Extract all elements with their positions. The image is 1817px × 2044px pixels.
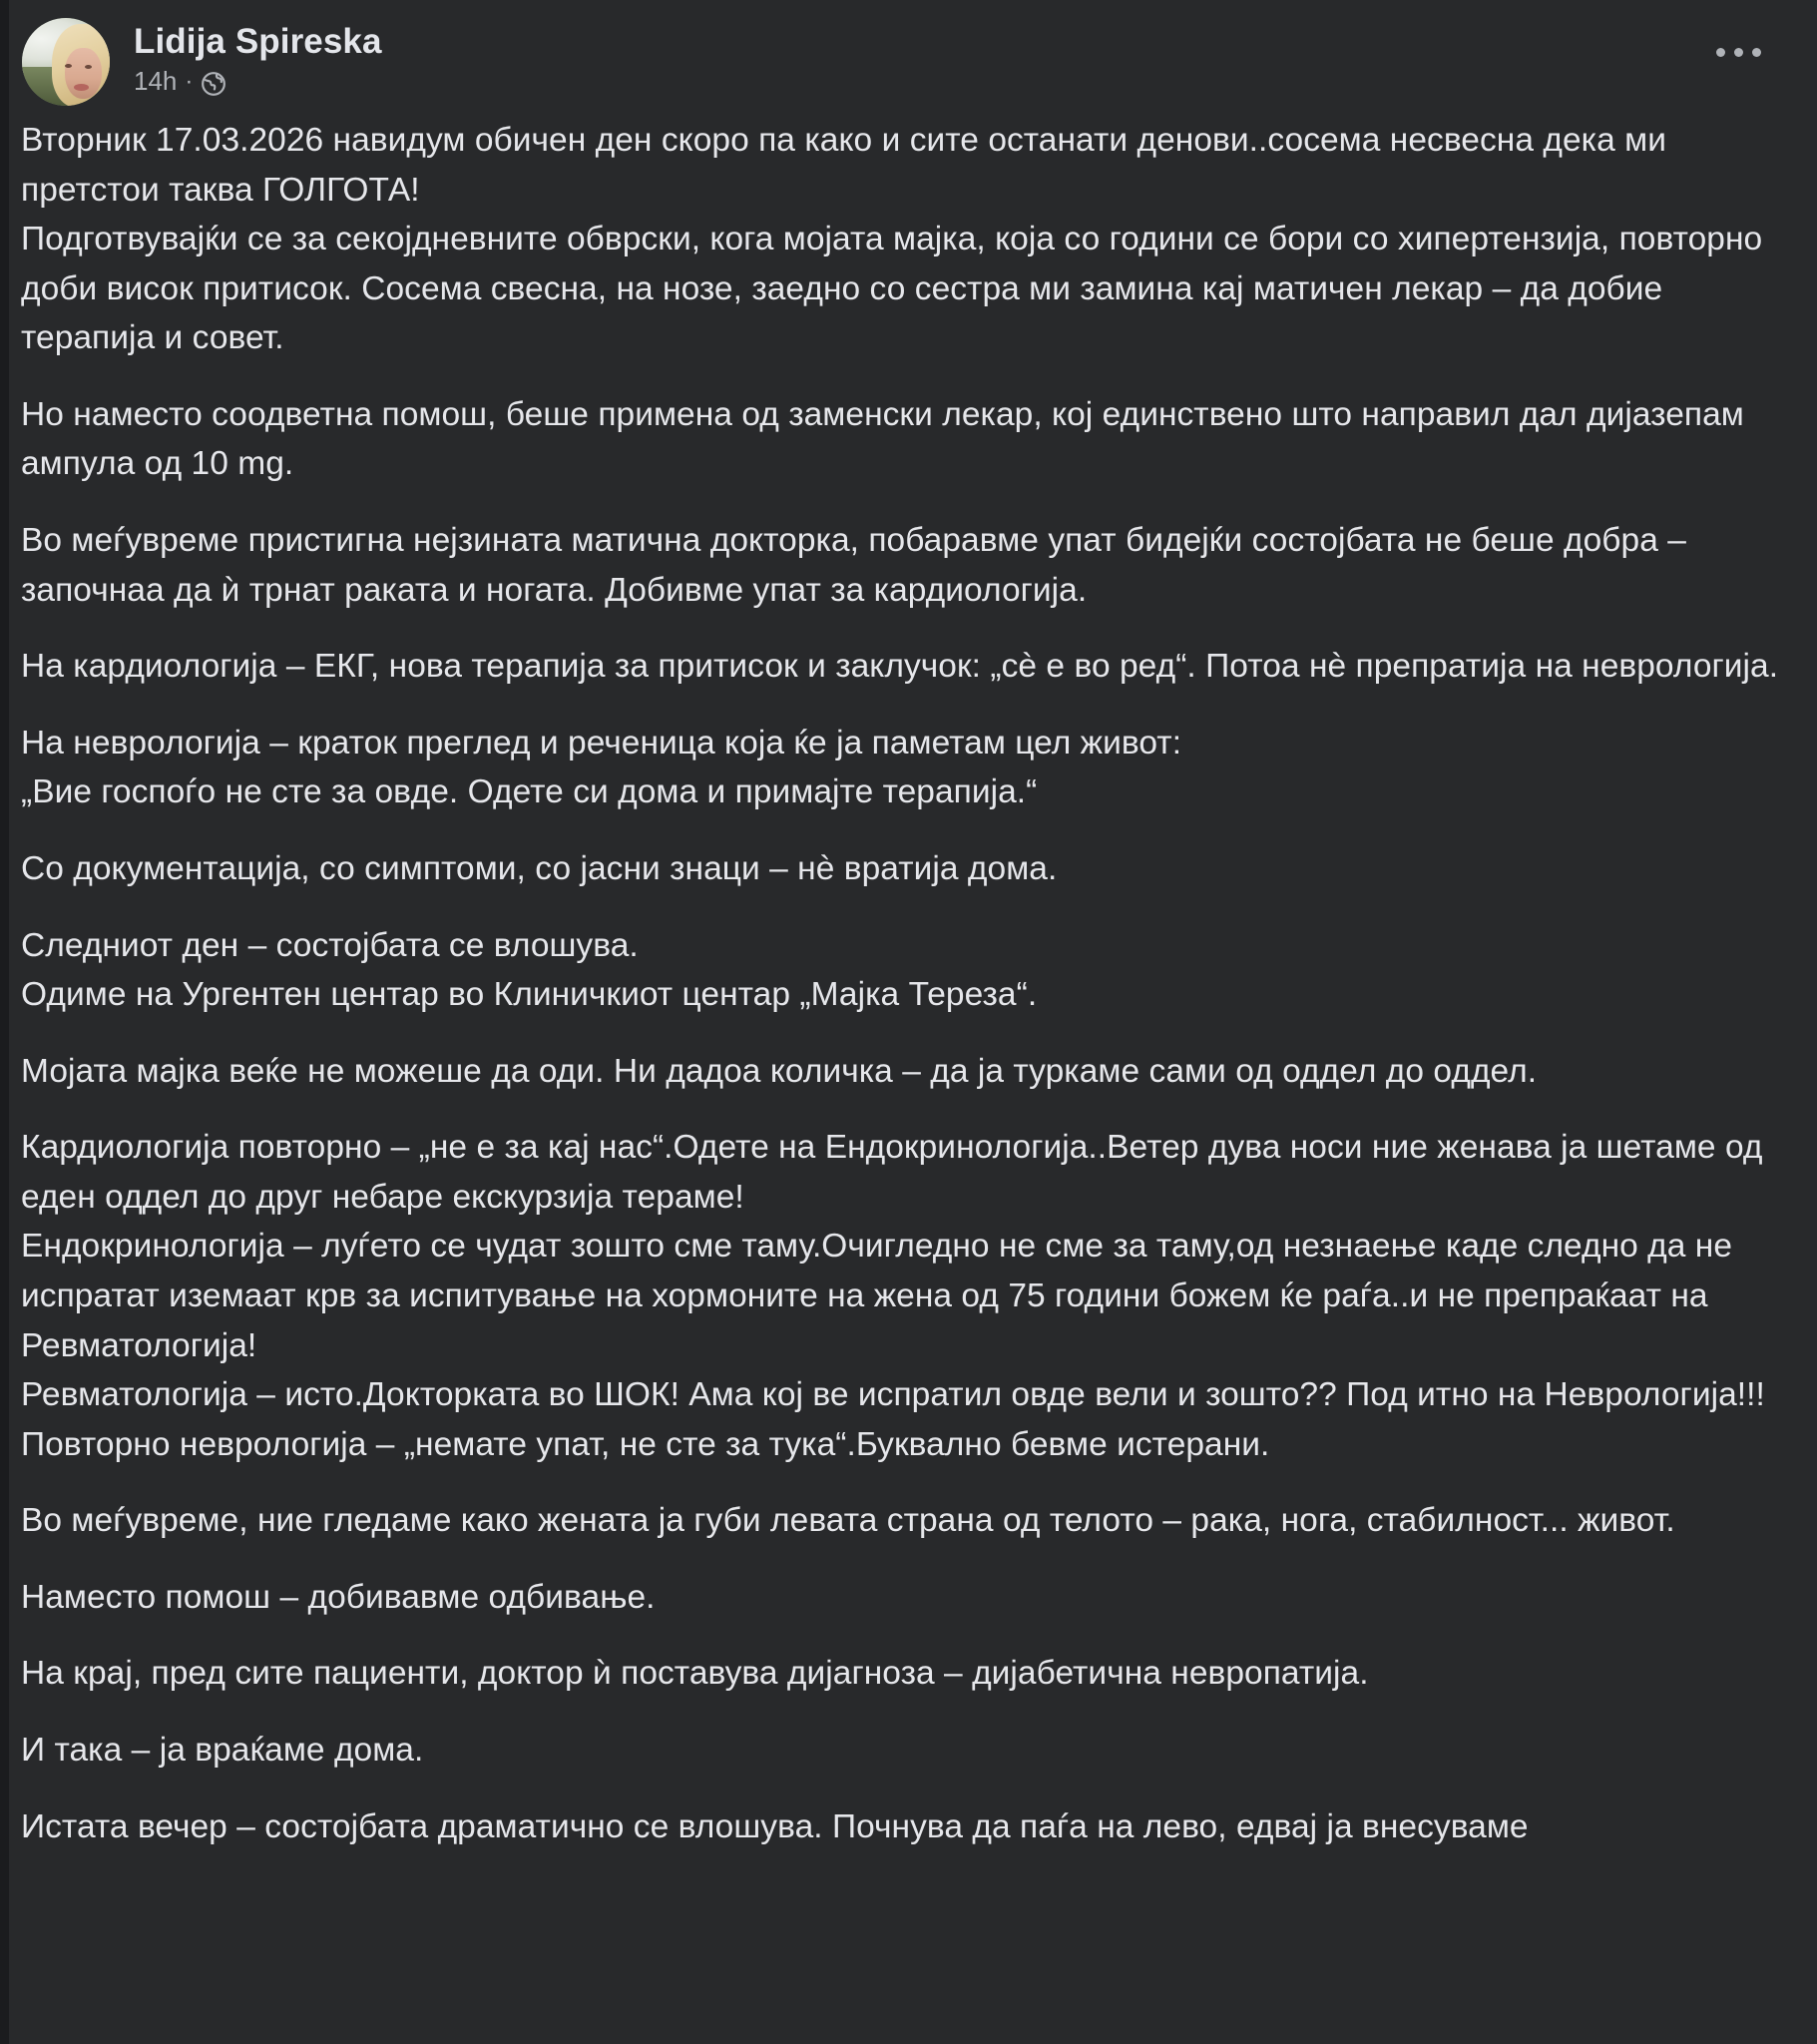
post-paragraph: Истата вечер – состојбата драматично се влошува. Почнува да паѓа на лево, едвај ја внесуваме — [21, 1807, 1529, 1845]
post-paragraph: Во меѓувреме, ние гледаме како жената ја губи левата страна од телото – рака, нога, стабилност... живот. — [21, 1502, 1675, 1540]
avatar-lips — [74, 84, 89, 91]
globe-icon[interactable] — [201, 71, 227, 97]
avatar-eye-left — [65, 64, 72, 68]
avatar[interactable] — [22, 18, 110, 106]
post-paragraph: Но наместо соодветна помош, беше примена од заменски лекар, кој единствено што направил дал дијазепам ампула од 10 mg. — [21, 395, 1754, 483]
post-paragraph: И така – ја враќаме дома. — [21, 1732, 424, 1770]
post-message-body — [9, 108, 1817, 1851]
post-paragraph: Мојата мајка веќе не можеше да оди. Ни дадоа количка – да ја туркаме сами од оддел до оддел. — [21, 1052, 1538, 1090]
ellipsis-dot — [1716, 48, 1725, 57]
post-timestamp[interactable]: 14h — [134, 66, 178, 97]
ellipsis-dot — [1734, 48, 1743, 57]
post-meta — [134, 67, 382, 97]
post-header-text — [134, 18, 382, 97]
avatar-eye-right — [85, 65, 92, 69]
post-paragraph: Во меѓувреме пристигна нејзината матична докторка, побаравме упат бидејќи состојбата не беше добра – започнаа да ѝ трнат раката и ногата. Добивме упат за кардиологија. — [21, 522, 1696, 609]
avatar-face — [65, 48, 102, 99]
meta-separator: · — [185, 68, 194, 96]
post-paragraph: На неврологија – краток преглед и реченица која ќе ја паметам цел живот: „Вие госпоѓо не сте за овде. Одете си дома и примајте терапија.“ — [21, 724, 1182, 811]
post-paragraph: Кардиологија повторно – „не е за кај нас“.Одете на Ендокринологија..Ветер дува носи ние женава ја шетаме од еден оддел до друг небаре екскурзија тераме! Ендокринологија – луѓето се чудат зошто сме таму.Очигледно не сме за таму,од незнаење каде следно да не испратат иземаат крв за испитување на хормоните на жена од 75 години божем ќе раѓа..и не препраќаат на Ревматологија! Ревматологија – исто.Докторката во ШОК! Ама кој ве испратил овде вели и зошто?? Под итно на Неврологија!!! Повторно неврологија – „немате упат, не сте за тука“.Буквално бевме истерани. — [21, 1129, 1765, 1463]
ellipsis-icon[interactable] — [1706, 38, 1771, 67]
post-header — [9, 0, 1817, 108]
ellipsis-dot — [1752, 48, 1761, 57]
post-paragraph: Со документација, со симптоми, со јасни знаци – нè вратија дома. — [21, 849, 1058, 887]
post-paragraph: Вторник 17.03.2026 навидум обичен ден скоро па како и сите останати денови..сосема несвесна дека ми претстои таква ГОЛГОТА! Подготвувајќи се за секојдневните обврски, кога мојата мајка, која со години се бори со хипертензија, повторно доби висок притисок. Сосема свесна, на нозе, заедно со сестра ми замина кај матичен лекар – да добие терапија и совет. — [21, 122, 1763, 357]
post-paragraph: На кардиологија – ЕКГ, нова терапија за притисок и заклучок: „сè е во ред“. Потоа нè препратија на неврологија. — [21, 648, 1779, 686]
post-paragraph: Наместо помош – добивавме одбивање. — [21, 1578, 656, 1616]
author-name[interactable]: Lidija Spireska — [134, 22, 382, 61]
post-paragraph: На крај, пред сите пациенти, доктор ѝ поставува дијагноза – дијабетична невропатија. — [21, 1655, 1369, 1693]
post-paragraph: Следниот ден – состојбата се влошува. Одиме на Ургентен центар во Клиничкиот центар „Мајка Тереза“. — [21, 926, 1038, 1014]
